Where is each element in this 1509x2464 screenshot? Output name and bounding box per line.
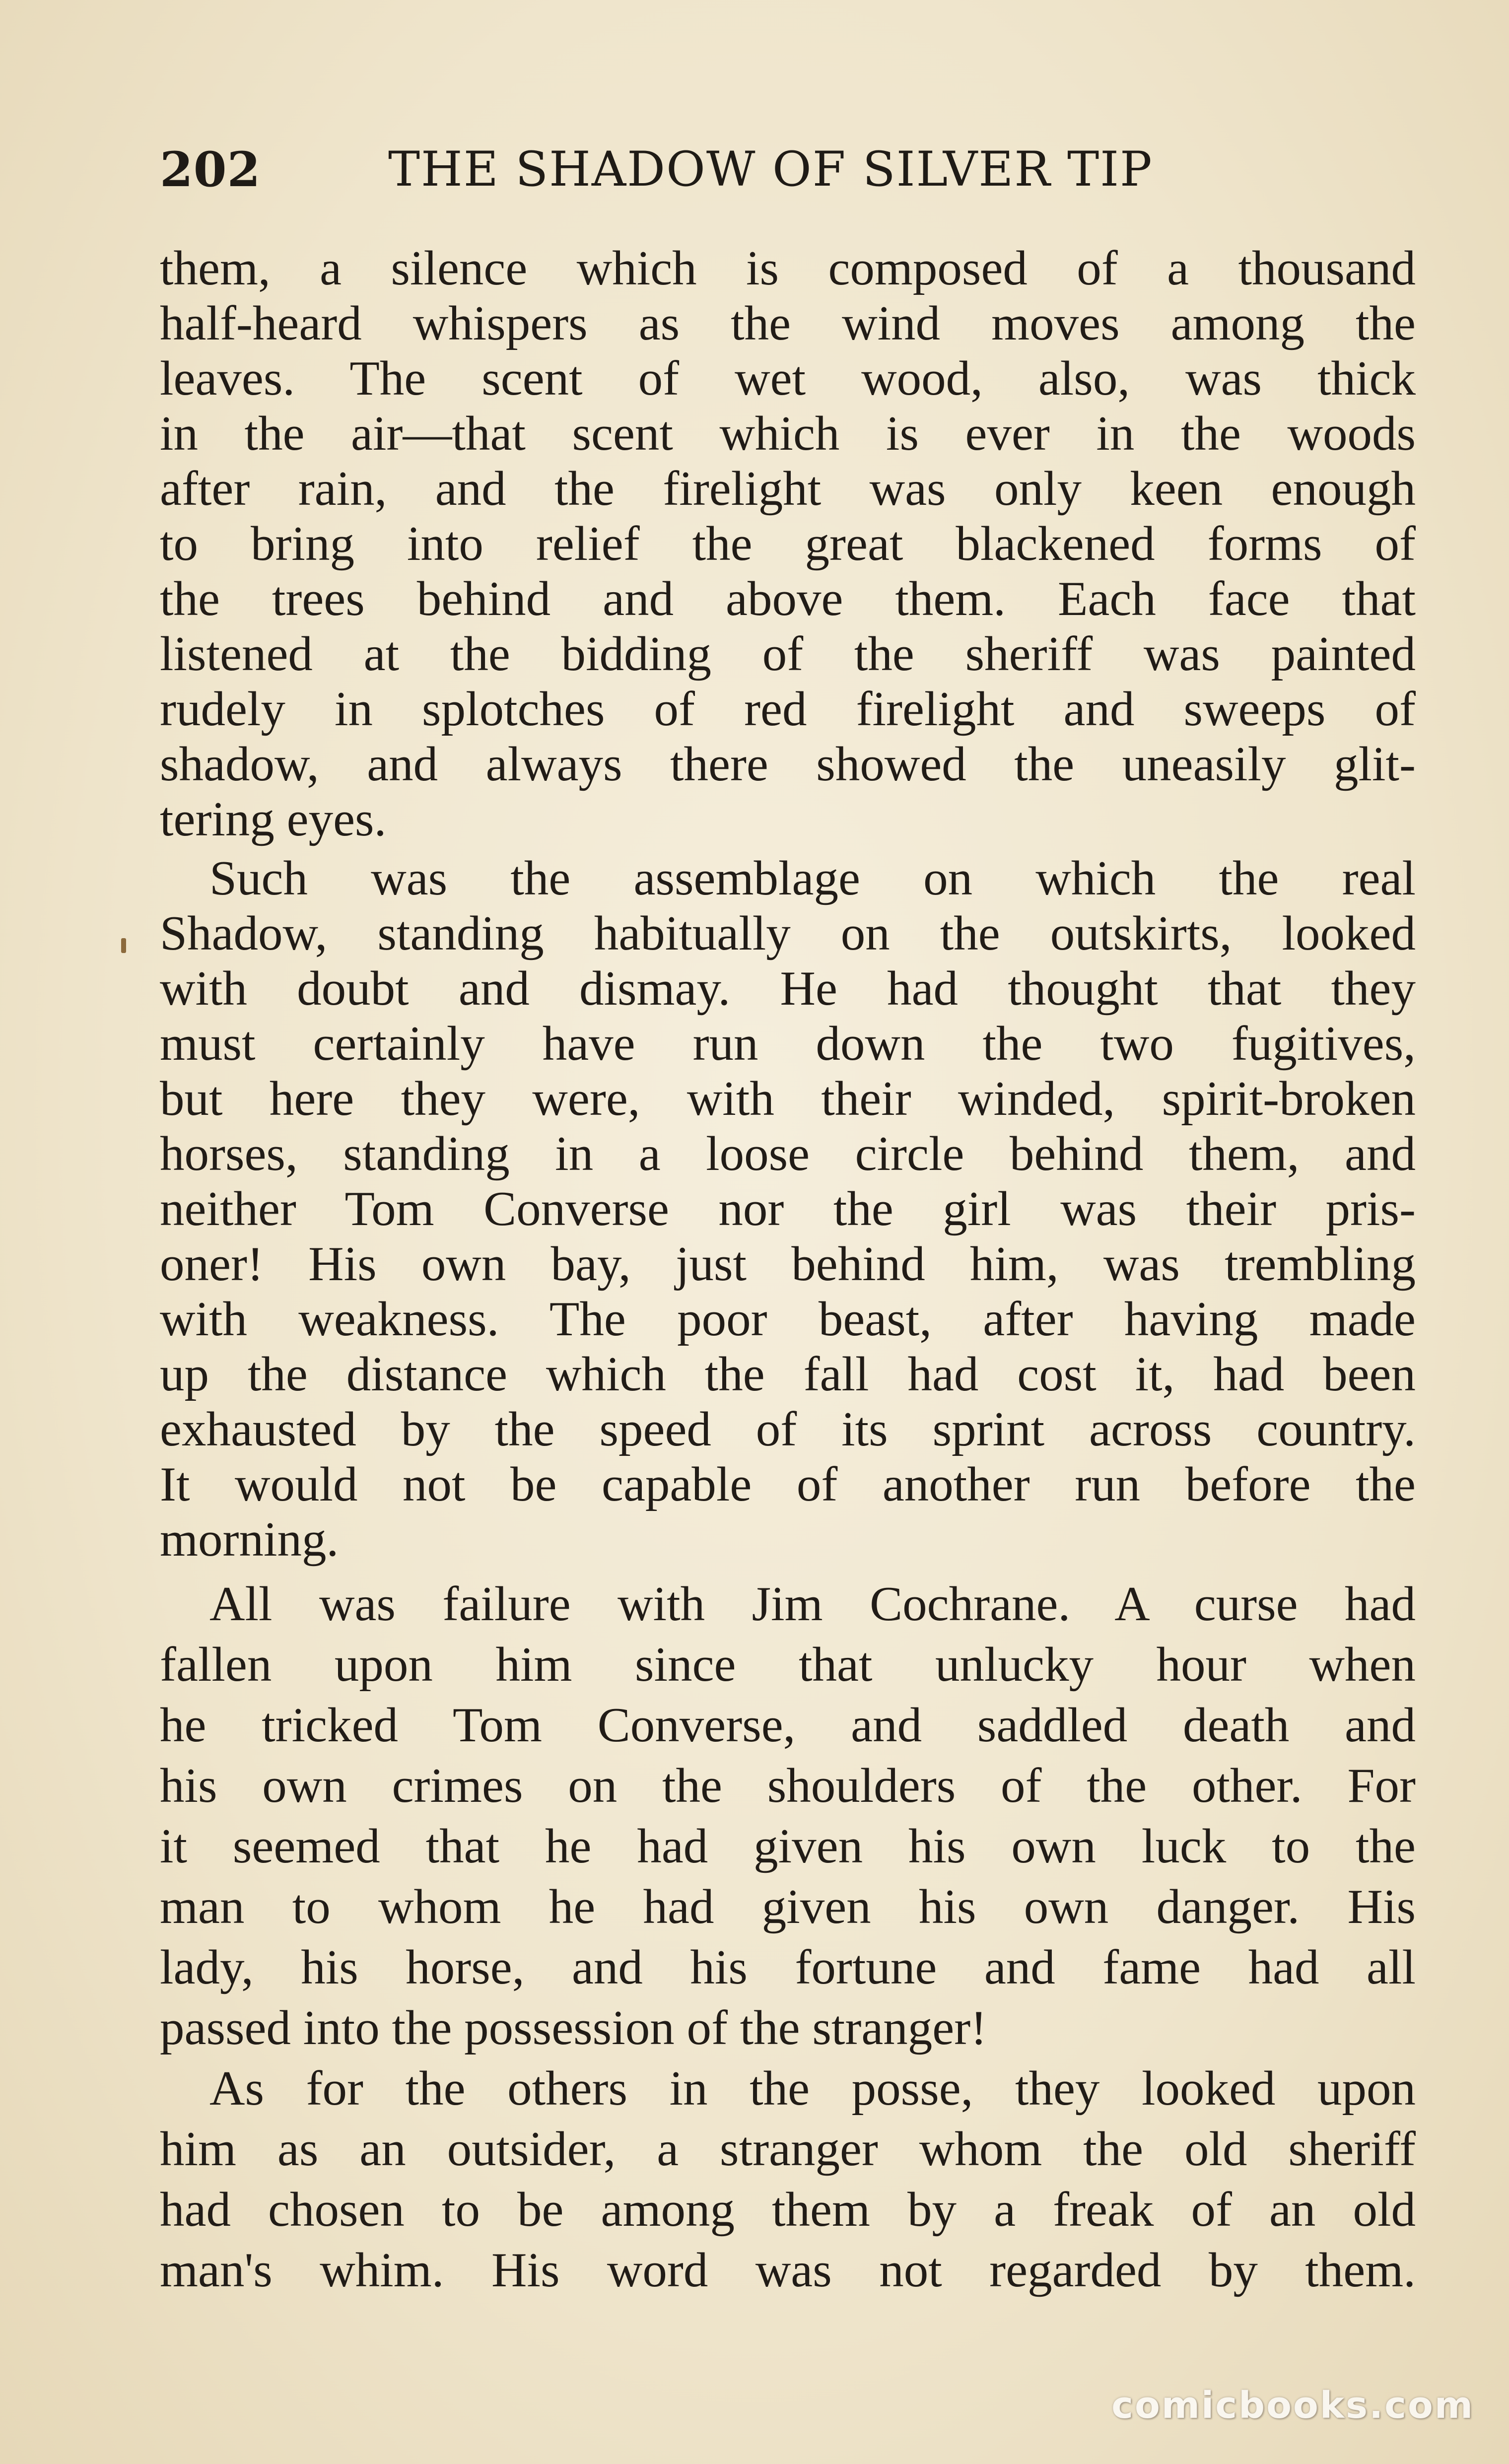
- text-line: As for the others in the posse, they looked upon: [209, 2061, 1416, 2116]
- body-text: [160, 241, 1416, 2301]
- paragraph-4: [160, 2058, 1416, 2301]
- paragraph-3: [160, 1574, 1416, 2058]
- paragraph-1: [160, 241, 1416, 847]
- text-line: fallen upon him since that unlucky hour when: [160, 1638, 1416, 1692]
- text-line: he tricked Tom Converse, and saddled death and: [160, 1698, 1416, 1752]
- text-line: Such was the assemblage on which the real: [209, 851, 1416, 905]
- text-line: oner! His own bay, just behind him, was trembling: [160, 1237, 1416, 1291]
- text-line: All was failure with Jim Cochrane. A curse had: [209, 1577, 1416, 1631]
- text-line: rudely in splotches of red firelight and sweeps of: [160, 682, 1416, 736]
- text-line: his own crimes on the shoulders of the other. For: [160, 1759, 1416, 1813]
- page-number: 202: [160, 141, 261, 198]
- text-line: half-heard whispers as the wind moves among the: [160, 296, 1416, 350]
- text-line: Shadow, standing habitually on the outskirts, looked: [160, 906, 1416, 960]
- text-line: but here they were, with their winded, spirit-broken: [160, 1072, 1416, 1126]
- text-line: listened at the bidding of the sheriff was painted: [160, 627, 1416, 681]
- text-line: horses, standing in a loose circle behind them, and: [160, 1127, 1416, 1181]
- text-line: must certainly have run down the two fugitives,: [160, 1017, 1416, 1071]
- text-line: exhausted by the speed of its sprint across country.: [160, 1402, 1416, 1456]
- text-line: passed into the possession of the stranger!: [160, 2001, 987, 2055]
- text-line: with doubt and dismay. He had thought that they: [160, 961, 1416, 1016]
- text-line: leaves. The scent of wet wood, also, was thick: [160, 351, 1416, 406]
- text-line: lady, his horse, and his fortune and fame had all: [160, 1940, 1416, 1994]
- text-line: It would not be capable of another run before the: [160, 1457, 1416, 1511]
- text-line: them, a silence which is composed of a thousand: [160, 241, 1416, 295]
- text-line: to bring into relief the great blackened forms of: [160, 517, 1416, 571]
- text-line: the trees behind and above them. Each face that: [160, 572, 1416, 626]
- text-line: it seemed that he had given his own luck to the: [160, 1819, 1416, 1873]
- text-line: neither Tom Converse nor the girl was their pris-: [160, 1182, 1416, 1236]
- paragraph-2: [160, 851, 1416, 1567]
- text-line: man to whom he had given his own danger. His: [160, 1880, 1416, 1934]
- text-line: with weakness. The poor beast, after having made: [160, 1292, 1416, 1346]
- text-line: shadow, and always there showed the uneasily glit-: [160, 737, 1416, 791]
- text-line: man's whim. His word was not regarded by them.: [160, 2243, 1416, 2297]
- text-line: him as an outsider, a stranger whom the old sheriff: [160, 2122, 1416, 2176]
- text-line: up the distance which the fall had cost it, had been: [160, 1347, 1416, 1401]
- text-line: had chosen to be among them by a freak of an old: [160, 2183, 1416, 2237]
- watermark: comicbooks.com: [1111, 2384, 1474, 2427]
- page-header: [160, 141, 1416, 216]
- running-title: THE SHADOW OF SILVER TIP: [388, 141, 1153, 197]
- margin-ink-mark: [121, 938, 126, 953]
- text-line: tering eyes.: [160, 792, 387, 846]
- text-line: morning.: [160, 1512, 339, 1567]
- text-line: in the air—that scent which is ever in the woods: [160, 407, 1416, 461]
- text-line: after rain, and the firelight was only keen enough: [160, 462, 1416, 516]
